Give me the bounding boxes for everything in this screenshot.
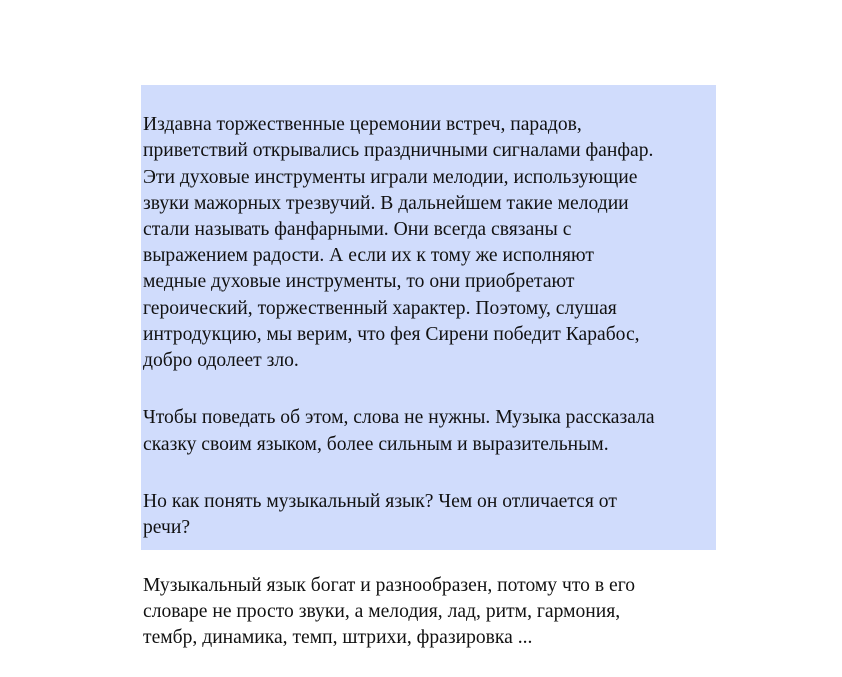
paragraph-fanfares: Издавна торжественные церемонии встреч, парадов, приветствий открывались праздничными сигналами фанфар. Эти духовые инструменты играли мелодии, использующие звуки мажорных трезвучий. В дальнейшем такие мелодии стали называть фанфарными. Они всегда связаны с выражением радости. А если их к тому же исполняют медные духовые инструменты, то они приобретают героический, торжественный характер. Поэтому, слушая интродукцию, мы верим, что фея Сирени победит Карабос, добро одолеет зло. [143, 114, 654, 372]
paragraph-question: Но как понять музыкальный язык? Чем он отличается от речи? [143, 491, 617, 539]
paragraph-music-tale: Чтобы поведать об этом, слова не нужны. Музыка рассказала сказку своим языком, более сильным и выразительным. [143, 407, 655, 455]
paragraph-musical-language: Музыкальный язык богат и разнообразен, потому что в его словаре не просто звуки, а мелодия, лад, ритм, гармония, тембр, динамика, темп, штрихи, фразировка ... [143, 574, 636, 649]
text-block [141, 85, 716, 649]
